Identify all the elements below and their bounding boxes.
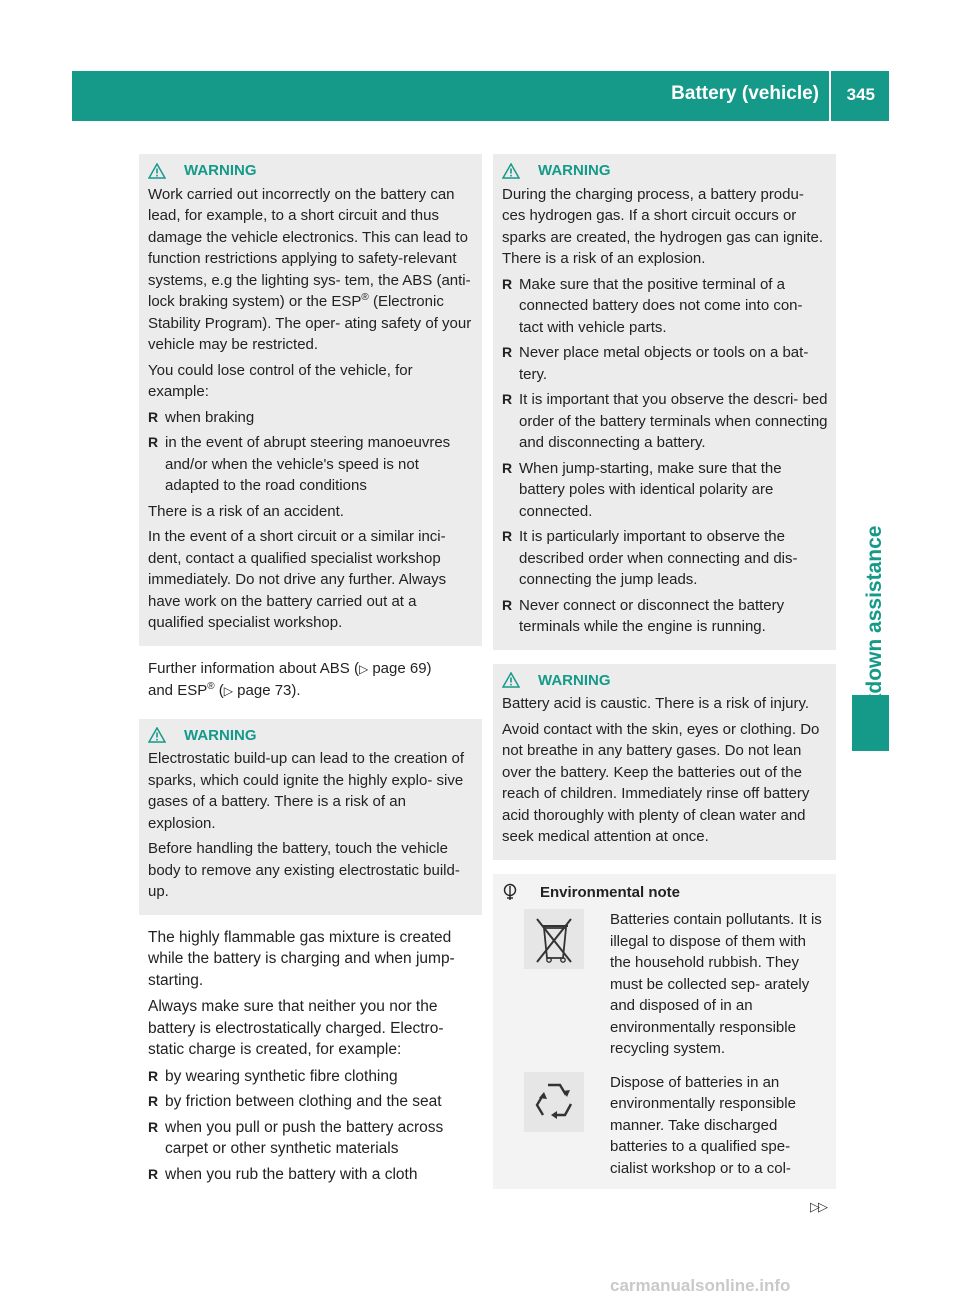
bullet-r-icon: R — [502, 459, 513, 476]
list-item: R It is important that you observe the descri- bed order of the battery terminals when connecting and disconnecting a battery. — [502, 391, 828, 451]
warning-box-battery-work — [139, 154, 482, 646]
warning-bullet-list — [148, 407, 474, 497]
bullet-r-icon: R — [148, 1093, 159, 1109]
header-title: Battery (vehicle) — [671, 83, 819, 104]
bullet-r-icon: R — [148, 1165, 159, 1182]
warning-text: Electrostatic build-up can lead to the creation of sparks, which could ignite the highly explo- sive gases of a battery. There is a risk of an explosion. — [148, 750, 465, 832]
further-info-paragraph: Further information about ABS (▷ page 69) and ESP® (▷ page 73). — [148, 659, 432, 699]
warning-heading — [502, 670, 828, 692]
warning-heading-text: WARNING — [538, 671, 611, 689]
warning-bullet-list — [502, 274, 828, 638]
bullet-r-icon: R — [502, 391, 513, 407]
body-paragraph: Always make sure that neither you nor the battery is electrostatically charged. Electro- static charge is created, for example: — [148, 998, 444, 1058]
warning-text: Avoid contact with the skin, eyes or clothing. Do not breathe in any battery gases. Do not lean over the battery. Keep the batteries out of the reach of children. Immediately rinse off battery acid thoroughly with plenty of clean water and seek medical attention at once. — [502, 720, 820, 845]
warning-heading — [502, 160, 828, 182]
watermark: carmanualsonline.info — [610, 1276, 791, 1295]
warning-text: Before handling the battery, touch the vehicle body to remove any existing electrostatic build-up. — [148, 840, 460, 900]
list-item: R Never place metal objects or tools on a bat- tery. — [502, 344, 809, 383]
env-note-row — [502, 909, 828, 1060]
list-item: R in the event of abrupt steering manoeuvres and/or when the vehicle's speed is not adapted to the road conditions — [148, 434, 451, 494]
warning-triangle-icon — [148, 727, 166, 743]
header-separator — [829, 71, 831, 121]
crossed-bin-icon — [524, 909, 584, 969]
warning-triangle-icon — [148, 163, 166, 179]
warning-text: You could lose control of the vehicle, for example: — [148, 361, 413, 400]
bullet-r-icon: R — [148, 408, 159, 425]
bullet-r-icon: R — [502, 528, 513, 544]
page-ref-link[interactable]: page 69) — [368, 659, 432, 677]
list-item: R by friction between clothing and the seat — [148, 1091, 480, 1113]
page-ref-arrow-icon: ▷ — [358, 661, 369, 676]
body-paragraph: The highly flammable gas mixture is created while the battery is charging and when jump- starting. — [148, 928, 455, 989]
env-note-text: Batteries contain pollutants. It is illegal to dispose of them with the household rubbish. They must be collected sep- arately and disposed of in an environmentally responsible recycling system. — [610, 911, 822, 1057]
page-ref-link[interactable]: page 73). — [233, 682, 301, 699]
warning-triangle-icon — [502, 672, 520, 688]
list-item: R Never connect or disconnect the battery terminals while the engine is running. — [502, 596, 785, 635]
environmental-note-heading: Environmental note — [502, 882, 828, 904]
right-column — [502, 154, 834, 1189]
env-note-text: Dispose of batteries in an environmentally responsible manner. Take discharged batteries to a qualified spe- cialist workshop or to a col- — [610, 1073, 796, 1177]
bullet-r-icon: R — [502, 596, 513, 613]
page-ref-arrow-icon: ▷ — [223, 684, 233, 698]
warning-text: There is a risk of an accident. — [148, 502, 344, 520]
bullet-r-icon: R — [148, 1118, 159, 1135]
warning-box-hydrogen — [493, 154, 836, 650]
warning-heading-text: WARNING — [538, 162, 611, 179]
warning-text: During the charging process, a battery produ- ces hydrogen gas. If a short circuit occurs or sparks are created, the hydrogen gas can ignite. There is a risk of an explosion. — [502, 185, 824, 267]
env-note-row — [502, 1072, 828, 1180]
body-bullet-list — [148, 1066, 480, 1186]
warning-box-electrostatic — [139, 719, 482, 915]
recycling-icon — [524, 1072, 584, 1132]
list-item: R by wearing synthetic fibre clothing — [148, 1066, 480, 1088]
warning-text: Work carried out incorrectly on the battery can lead, for example, to a short circuit and thus damage the vehicle electronics. This can lead to function restrictions applying to safety-relevant systems, e.g the lighting sys- tem, the ABS (anti-lock braking system) or the ESP® (Electronic Stability Program). The oper- ating safety of your vehicle may be restricted. — [148, 185, 472, 353]
continue-arrow-icon: ▷▷ — [810, 1199, 826, 1214]
warning-text: Battery acid is caustic. There is a risk of injury. — [502, 695, 810, 712]
list-item: R Make sure that the positive terminal of a connected battery does not come into con- tact with vehicle parts. — [502, 275, 803, 336]
lightbulb-icon — [502, 883, 518, 901]
page-number: 345 — [846, 85, 875, 104]
list-item: R when you pull or push the battery across carpet or other synthetic materials — [148, 1118, 444, 1157]
body-text — [148, 927, 480, 1186]
warning-triangle-icon — [502, 163, 520, 179]
warning-heading-text: WARNING — [184, 162, 257, 179]
environmental-note-box — [493, 874, 836, 1190]
warning-heading — [148, 725, 474, 747]
bullet-r-icon: R — [502, 344, 513, 360]
list-item: R It is particularly important to observe the described order when connecting and dis- connecting the jump leads. — [502, 528, 798, 588]
bullet-r-icon: R — [148, 1067, 159, 1084]
warning-box-battery-acid — [493, 664, 836, 860]
list-item: R when you rub the battery with a cloth — [148, 1164, 480, 1186]
bullet-r-icon: R — [148, 434, 159, 450]
list-item: R When jump-starting, make sure that the battery poles with identical polarity are connected. — [502, 459, 782, 520]
warning-heading-text: WARNING — [184, 726, 257, 744]
bullet-r-icon: R — [502, 275, 513, 292]
side-tab-label: Breakdown assistance — [863, 525, 886, 752]
list-item: R when braking — [148, 407, 474, 429]
warning-heading — [148, 160, 474, 182]
left-column — [148, 154, 480, 1197]
page-header — [72, 71, 889, 121]
warning-text: In the event of a short circuit or a similar inci- dent, contact a qualified specialist workshop immediately. Do not drive any further. Always have work on the battery carried out at a qualified specialist workshop. — [148, 528, 447, 631]
